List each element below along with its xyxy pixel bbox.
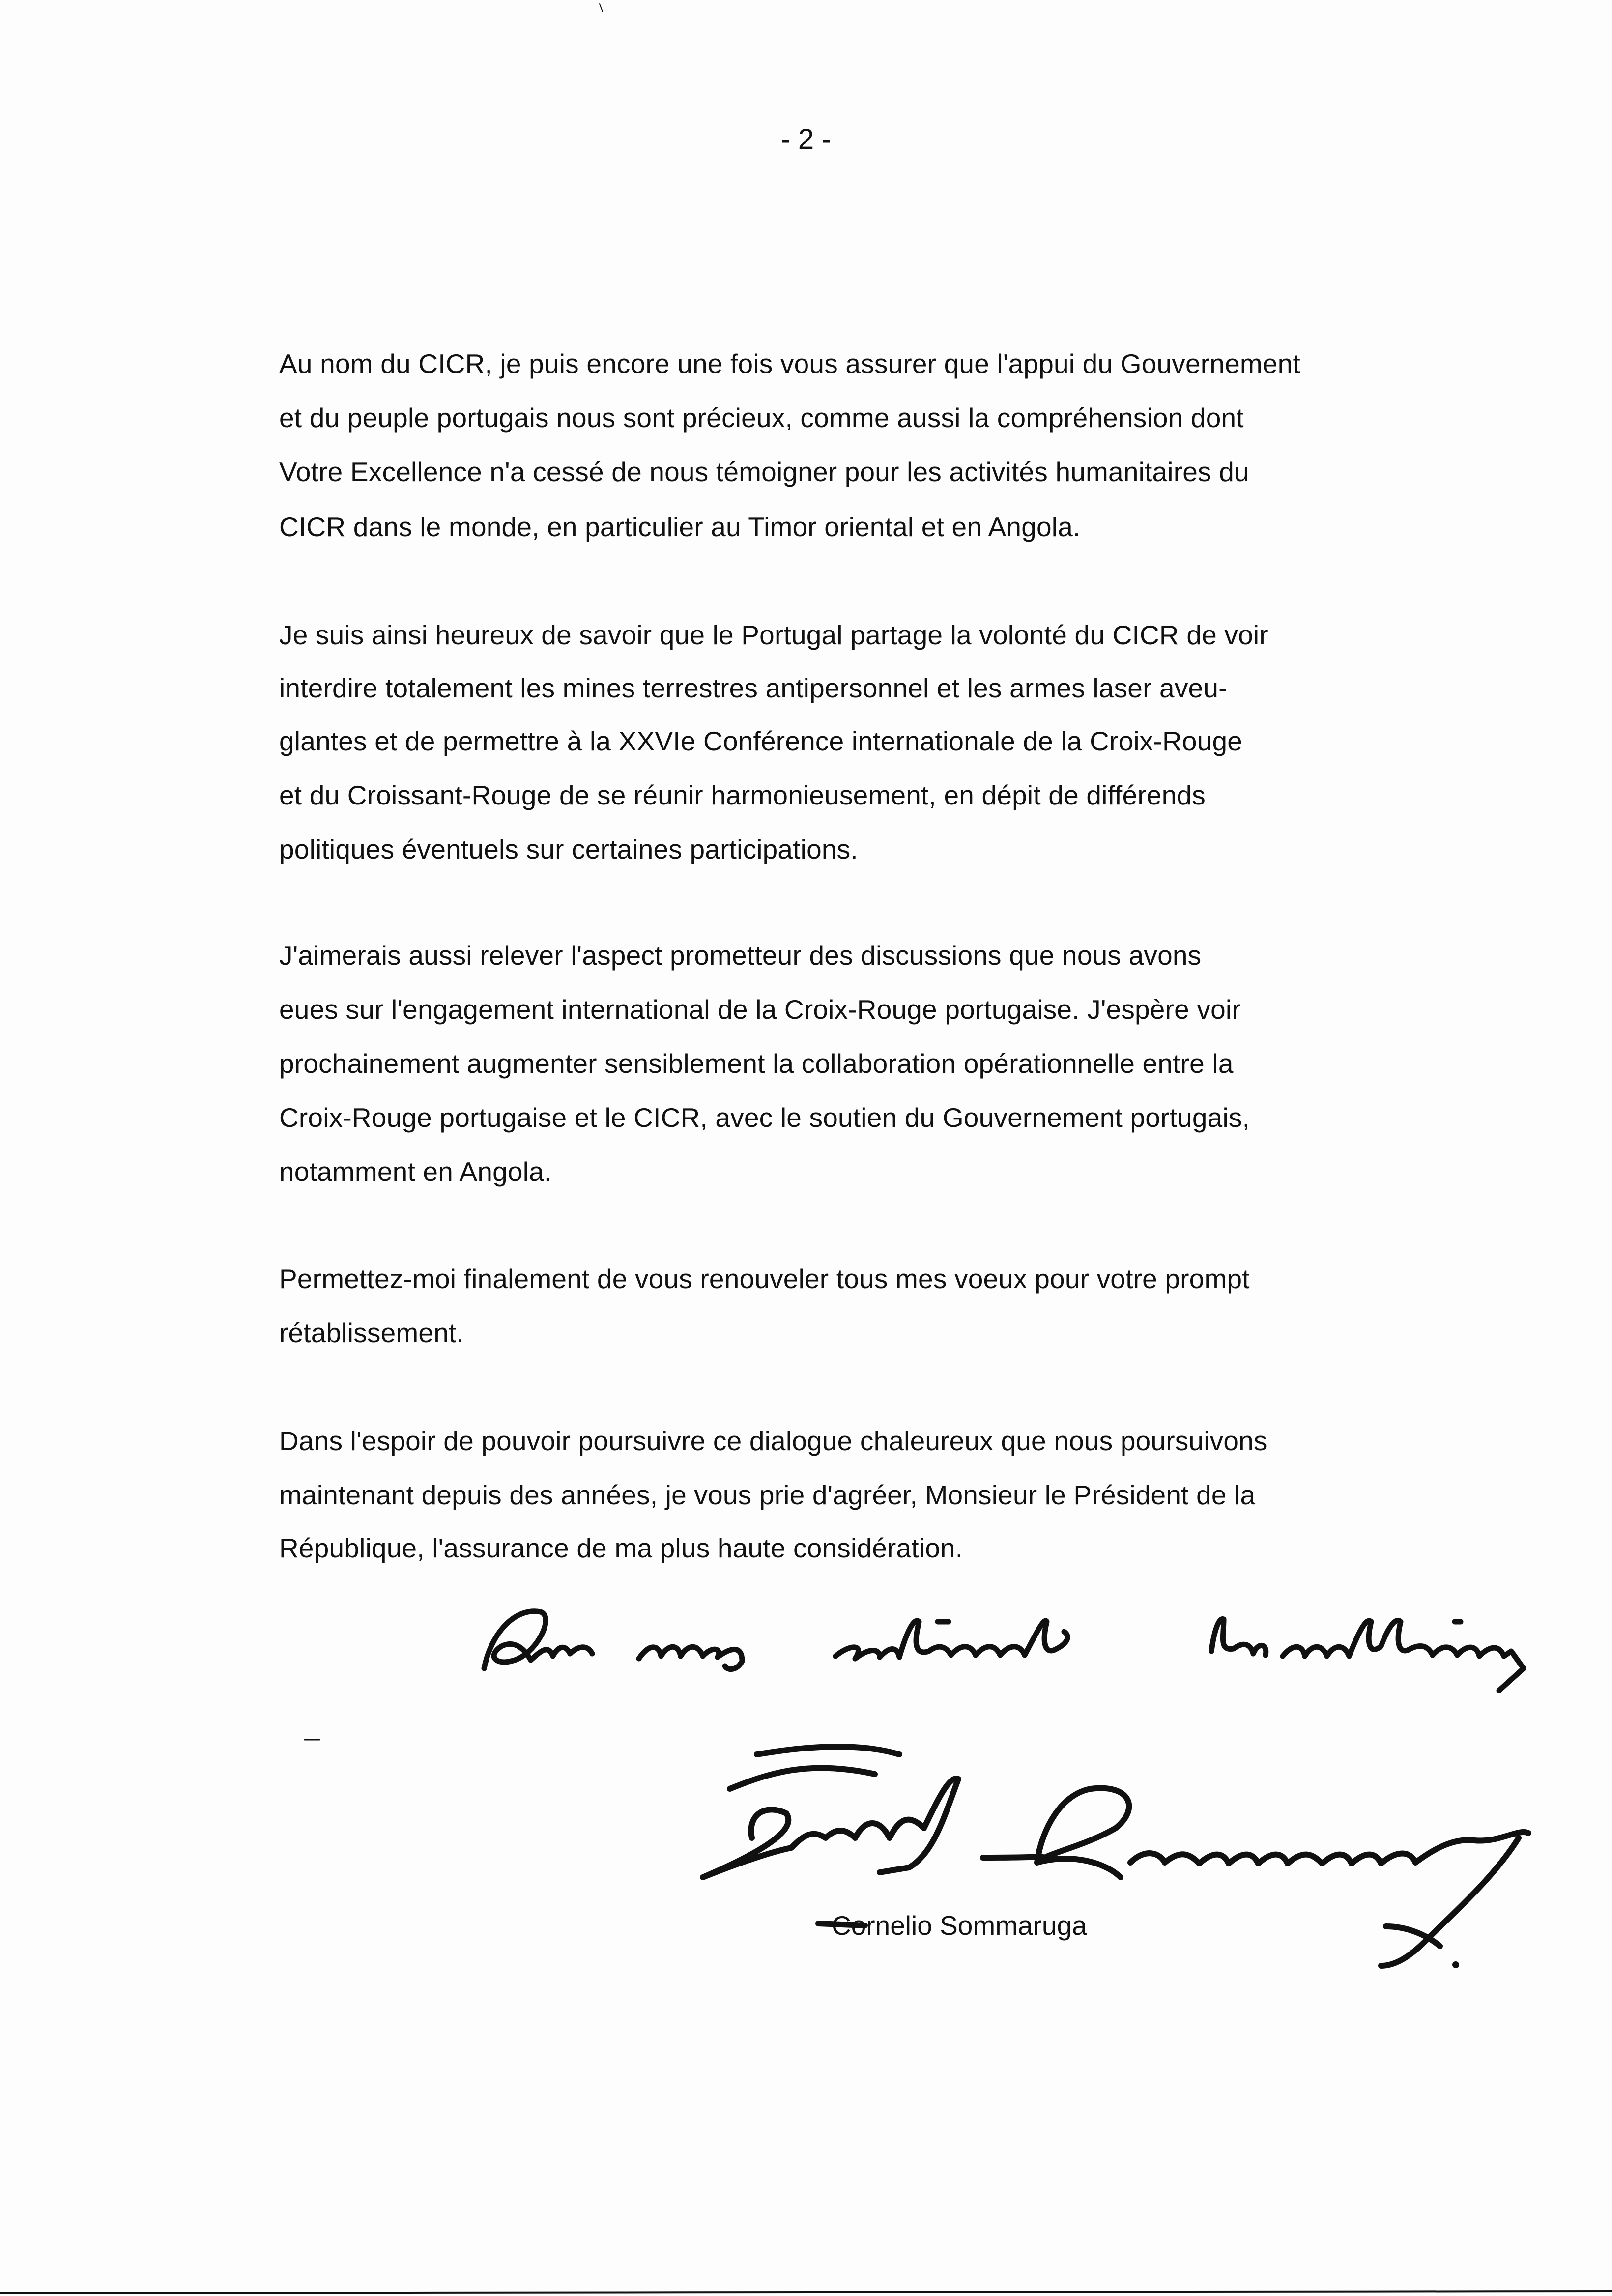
paragraph-4-line-2: rétablissement.: [279, 1318, 464, 1348]
paragraph-2-line-5: politiques éventuels sur certaines participations.: [279, 834, 858, 864]
paragraph-2-line-4: et du Croissant-Rouge de se réunir harmonieusement, en dépit de différends: [279, 780, 1206, 810]
paragraph-4-line-1: Permettez-moi finalement de vous renouveler tous mes voeux pour votre prompt: [279, 1263, 1250, 1294]
paragraph-3-line-4: Croix-Rouge portugaise et le CICR, avec le soutien du Gouvernement portugais,: [279, 1102, 1250, 1133]
paragraph-1-line-1: Au nom du CICR, je puis encore une fois vous assurer que l'appui du Gouvernement: [279, 348, 1300, 379]
paragraph-5-line-3: République, l'assurance de ma plus haute considération.: [279, 1533, 963, 1563]
signature-scrawl: [703, 1747, 1528, 1966]
paragraph-1-line-2: et du peuple portugais nous sont précieux, comme aussi la compréhension dont: [279, 402, 1244, 433]
paragraph-3-line-3: prochainement augmenter sensiblement la collaboration opérationnelle entre la: [279, 1048, 1234, 1079]
paragraph-3-line-2: eues sur l'engagement international de la Croix-Rouge portugaise. J'espère voir: [279, 994, 1241, 1025]
paragraph-1-line-4: CICR dans le monde, en particulier au Timor oriental et en Angola.: [279, 512, 1081, 542]
paragraph-5-line-2: maintenant depuis des années, je vous prie d'agréer, Monsieur le Président de la: [279, 1480, 1256, 1510]
paragraph-1-line-3: Votre Excellence n'a cessé de nous témoigner pour les activités humanitaires du: [279, 457, 1249, 487]
paragraph-2-line-2: interdire totalement les mines terrestres antipersonnel et les armes laser aveu-: [279, 673, 1228, 703]
paragraph-3-line-1: J'aimerais aussi relever l'aspect prometteur des discussions que nous avons: [279, 940, 1202, 971]
page-number: - 2 -: [780, 123, 832, 155]
paragraph-5-line-1: Dans l'espoir de pouvoir poursuivre ce dialogue chaleureux que nous poursuivons: [279, 1426, 1267, 1456]
paragraph-3-line-5: notamment en Angola.: [279, 1156, 552, 1187]
signatory-name: Cornelio Sommaruga: [832, 1910, 1087, 1941]
paragraph-2-line-1: Je suis ainsi heureux de savoir que le Portugal partage la volonté du CICR de voir: [279, 620, 1268, 650]
paragraph-2-line-3: glantes et de permettre à la XXVIe Conférence internationale de la Croix-Rouge: [279, 726, 1243, 756]
